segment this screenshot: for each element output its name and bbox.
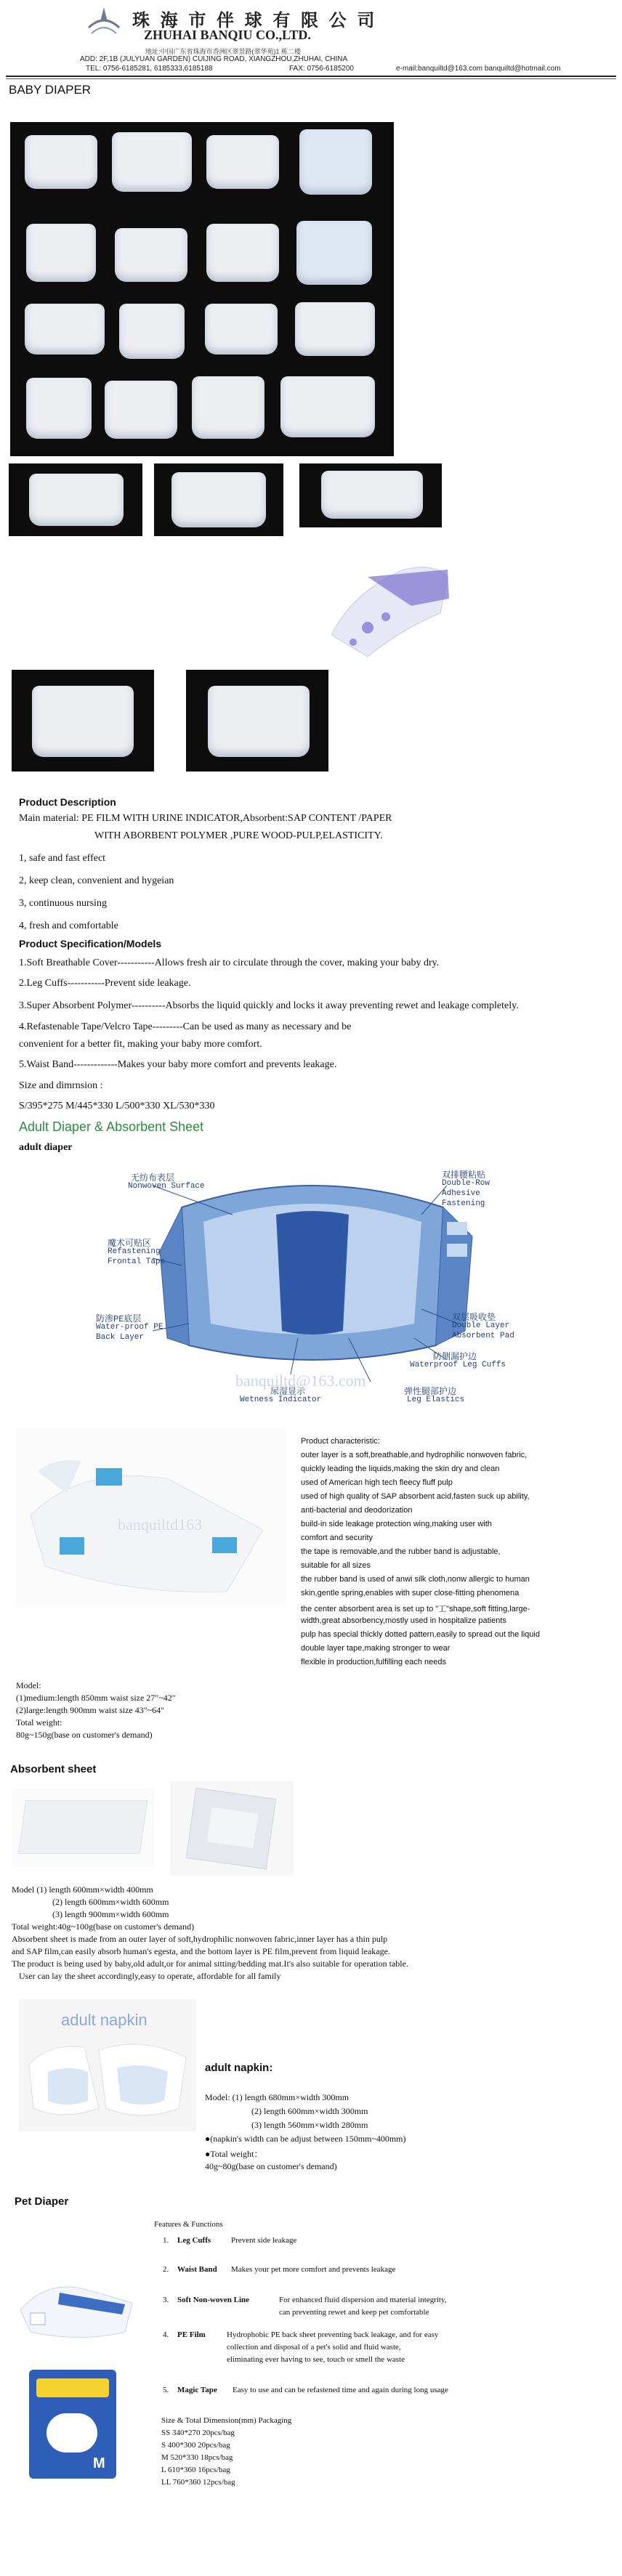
- sheet-weight: Total weight:40g~100g(base on customer's demand): [12, 1921, 195, 1932]
- napkin-model-3: (3) length 560mm×width 280mm: [251, 2120, 368, 2130]
- pet-size-ss: SS 340*270 20pcs/bag: [161, 2429, 235, 2437]
- char-11: skin,gentle spring,enables with super close-fitting phenomena: [301, 1589, 520, 1597]
- pet-diaper-photo: [16, 2267, 140, 2346]
- label-tape-en1: Double-Row: [442, 1179, 490, 1188]
- feature-3: 3, continuous nursing: [19, 898, 107, 909]
- size-values: S/395*275 M/445*330 L/500*330 XL/530*330: [19, 1101, 215, 1111]
- label-cuffs-en: Waterproof Leg Cuffs: [410, 1361, 506, 1369]
- pet-size-header: Size & Total Dimension(mm) Packaging: [161, 2416, 292, 2425]
- char-8: the tape is removable,and the rubber band is adjustable,: [301, 1547, 501, 1556]
- char-13: width,great absorbency,mostly used in hospitalize patients: [301, 1616, 506, 1625]
- spec-5: 5.Waist Band-------------Makes your baby more comfort and prevents leakage.: [19, 1059, 337, 1070]
- header-divider-thin: [6, 78, 616, 79]
- char-2: quickly leading the liquids,making the skin dry and clean: [301, 1465, 500, 1473]
- label-nonwoven-en: Nonwoven Surface: [128, 1182, 205, 1191]
- char-heading: Product characteristic:: [301, 1437, 380, 1446]
- pet-item-3-name: Soft Non-woven Line: [177, 2296, 250, 2304]
- pet-features-label: Features & Functions: [154, 2220, 223, 2229]
- feature-1: 1, safe and fast effect: [19, 853, 106, 864]
- adult-model-1: (1)medium:length 850mm waist size 27"~42": [16, 1693, 176, 1703]
- pet-item-3-desc-2: can preventing rewet and keep pet comfortable: [279, 2308, 429, 2317]
- char-16: flexible in production,fulfilling each needs: [301, 1658, 446, 1666]
- absorbent-sheet-photo-1: [12, 1789, 154, 1867]
- pet-item-5-name: Magic Tape: [177, 2386, 217, 2394]
- char-4: used of high quality of SAP absorbent acid,fasten suck up ability,: [301, 1492, 530, 1501]
- sheet-desc-3: The product is being used by baby,old adult,or for animal sitting/bedding mat.It's also suitable for operation table.: [12, 1959, 408, 1969]
- pet-item-1-desc: Prevent side leakage: [231, 2236, 297, 2245]
- sheet-desc-1: Absorbent sheet is made from an outer layer of soft,hydrophilic nonwoven fabric,inner layer has a thin pulp: [12, 1934, 388, 1944]
- label-elastics-en: Leg Elastics: [407, 1396, 465, 1404]
- diagram-watermark: banquiltd@163.com: [235, 1372, 366, 1390]
- pet-item-5-desc: Easy to use and can be refastened time and again during long usage: [233, 2386, 448, 2394]
- label-pe-en2: Back Layer: [96, 1333, 145, 1342]
- spec-heading: Product Specification/Models: [19, 938, 162, 949]
- napkin-weight: 40g~80g(base on customer's demand): [205, 2161, 337, 2171]
- header-divider: [6, 76, 616, 77]
- label-tape-cn: 双排腰粘贴: [442, 1170, 486, 1180]
- address-cn: 地址:中国广东省珠海市香洲区翠景路(翠华苑)1 栋二楼: [145, 48, 302, 55]
- napkin-weight-label: ●Total weight：: [205, 2149, 263, 2159]
- label-pe-cn: 防渗PE底层: [96, 1314, 142, 1324]
- char-14: pulp has special thickly dotted pattern,easily to spread out the liquid: [301, 1630, 540, 1639]
- label-pad-cn: 双层吸收垫: [452, 1313, 496, 1323]
- absorbent-sheet-heading: Absorbent sheet: [10, 1763, 97, 1775]
- baby-diaper-heading: BABY DIAPER: [9, 83, 92, 97]
- pet-item-4-num: 4.: [163, 2330, 169, 2339]
- label-refasten-en1: Refastening: [108, 1247, 161, 1256]
- pet-item-5-num: 5.: [163, 2386, 169, 2394]
- char-7: comfort and security: [301, 1534, 373, 1542]
- char-15: double layer tape,making stronger to wear: [301, 1644, 451, 1653]
- pet-diaper-package: [29, 2370, 116, 2479]
- adult-napkin-photo: [19, 1999, 196, 2131]
- pet-item-2-name: Waist Band: [177, 2265, 217, 2274]
- spec-3: 3.Super Absorbent Polymer----------Absorbs the liquid quickly and locks it away preventing rewet and leakage completely.: [19, 1000, 519, 1011]
- sheet-model-2: (2) length 600mm×width 600mm: [52, 1897, 169, 1907]
- napkin-width-note: ●(napkin's width can be adjust between 150mm~400mm): [205, 2134, 406, 2144]
- label-elastics-cn: 弹性腿部护边: [404, 1387, 457, 1397]
- sheet-model-3: (3) length 900mm×width 600mm: [52, 1909, 169, 1919]
- address-en: ADD: 2F,1B (JULYUAN GARDEN) CUIJING ROAD, XIANGZHOU,ZHUHAI, CHINA: [80, 55, 348, 63]
- label-wetness-cn: 尿湿显示: [270, 1387, 306, 1397]
- package-size-label: M: [93, 2455, 105, 2471]
- sheet-model-1: Model (1) length 600mm×width 400mm: [12, 1884, 153, 1895]
- pet-item-1-num: 1.: [163, 2236, 169, 2245]
- feature-2: 2, keep clean, convenient and hygeian: [19, 875, 174, 886]
- pet-diaper-heading: Pet Diaper: [15, 2195, 69, 2208]
- pet-item-4-desc-2: collection and disposal of a pet's solid and fluid waste,: [227, 2343, 401, 2352]
- pet-item-3-num: 3.: [163, 2296, 169, 2304]
- label-refasten-en2: Frontal Tape: [108, 1257, 166, 1266]
- adult-diaper-subheading: adult diaper: [19, 1142, 73, 1153]
- char-10: the rubber band is used of anwi silk cloth,nonw allergic to human: [301, 1575, 530, 1584]
- pet-item-1-name: Leg Cuffs: [177, 2236, 211, 2245]
- pet-item-4-desc-1: Hydrophobic PE back sheet preventing back leakage, and for easy: [227, 2330, 439, 2339]
- char-9: suitable for all sizes: [301, 1561, 371, 1570]
- feature-4: 4, fresh and comfortable: [19, 920, 118, 931]
- pet-size-l: L 610*360 16pcs/bag: [161, 2466, 230, 2474]
- baby-diaper-photo-2: [154, 463, 283, 536]
- pet-item-4-desc-3: eliminating ever having to see, touch or smell the waste: [227, 2355, 405, 2364]
- char-5: anti-bacterial and deodorization: [301, 1506, 413, 1515]
- pet-size-m: M 520*330 18pcs/bag: [161, 2453, 233, 2462]
- char-12: the center absorbent area is set up to "工"shape,soft fitting,large-: [301, 1605, 530, 1613]
- label-cuffs-cn: 防侧漏护边: [433, 1352, 477, 1362]
- main-material-line1: Main material: PE FILM WITH URINE INDICATOR,Absorbent:SAP CONTENT /PAPER: [19, 813, 392, 824]
- product-description-heading: Product Description: [19, 796, 116, 808]
- spec-1: 1.Soft Breathable Cover-----------Allows fresh air to circulate through the cover, making your baby dry.: [19, 957, 440, 968]
- label-tape-en3: Fastening: [442, 1199, 485, 1208]
- size-label: Size and dimrnsion :: [19, 1080, 103, 1091]
- telephone: TEL: 0756-6185281, 6185333,6185188: [86, 65, 213, 73]
- label-pad-en2: Absorbent Pad: [452, 1332, 514, 1340]
- pet-size-ll: LL 760*360 12pcs/bag: [161, 2478, 235, 2487]
- spec-4-cont: convenient for a better fit, making your baby more comfort.: [19, 1039, 262, 1050]
- napkin-photo-label: adult napkin: [61, 2011, 148, 2029]
- char-3: used of American high tech fleecy fluff pulp: [301, 1478, 453, 1487]
- sheet-desc-4: User can lay the sheet accordingly,easy to operate, affordable for all family: [19, 1971, 281, 1981]
- baby-diaper-photo-5: [186, 670, 328, 771]
- absorbent-sheet-photo-2: [170, 1781, 294, 1876]
- label-refasten-cn: 魔术可贴区: [108, 1239, 152, 1249]
- adult-model-2: (2)large:length 900mm waist size 43"~64": [16, 1705, 165, 1715]
- pet-item-3-desc-1: For enhanced fluid dispersion and material integrity,: [279, 2296, 447, 2304]
- adult-photo-watermark: banquiltd163: [118, 1515, 203, 1534]
- fax: FAX: 0756-6185200: [289, 65, 354, 73]
- char-6: build-in side leakage protection wing,making user with: [301, 1520, 492, 1528]
- napkin-heading: adult napkin:: [205, 2062, 273, 2074]
- spec-4: 4.Refastenable Tape/Velcro Tape---------Can be used as many as necessary and be: [19, 1021, 352, 1032]
- company-name-en: ZHUHAI BANQIU CO.,LTD.: [144, 28, 311, 42]
- baby-diaper-photo-4: [12, 670, 154, 771]
- adult-model-label: Model:: [16, 1680, 41, 1690]
- pet-size-s: S 400*300 20pcs/bag: [161, 2441, 230, 2450]
- company-name-cn: 珠 海 市 伴 球 有 限 公 司: [132, 11, 378, 31]
- napkin-model-1: Model: (1) length 680mm×width 300mm: [205, 2092, 350, 2102]
- main-material-line2: WITH ABORBENT POLYMER ,PURE WOOD-PULP,ELASTICITY.: [94, 830, 383, 841]
- company-logo: [86, 6, 122, 38]
- adult-weight-label: Total weight:: [16, 1717, 62, 1728]
- adult-weight: 80g~150g(base on customer's demand): [16, 1730, 153, 1740]
- sheet-desc-2: and SAP film,can easily absorb human's egesta, and the bottom layer is PE film,prevent from liquid leakage.: [12, 1946, 390, 1956]
- label-tape-en2: Adhesive: [442, 1189, 480, 1198]
- baby-diaper-photo-3: [299, 463, 442, 527]
- napkin-model-2: (2) length 600mm×width 300mm: [251, 2106, 368, 2116]
- char-1: outer layer is a soft,breathable,and hydrophilic nonwoven fabric,: [301, 1451, 528, 1459]
- label-pe-en1: Water-proof PE: [96, 1323, 163, 1332]
- baby-diaper-open-photo: [324, 548, 453, 664]
- label-nonwoven-cn: 无纺布表层: [131, 1173, 175, 1183]
- baby-diaper-photo-1: [9, 463, 142, 536]
- label-pad-en1: Double Layer: [452, 1321, 510, 1330]
- pet-item-2-desc: Makes your pet more comfort and prevents leakage: [231, 2265, 396, 2274]
- baby-diaper-grid-photo: [10, 122, 394, 456]
- adult-section-heading: Adult Diaper & Absorbent Sheet: [19, 1119, 204, 1134]
- spec-2: 2.Leg Cuffs-----------Prevent side leakage.: [19, 978, 191, 989]
- pet-item-4-name: PE Film: [177, 2330, 206, 2339]
- label-wetness-en: Wetness Indicator: [240, 1396, 322, 1404]
- pet-item-2-num: 2.: [163, 2265, 169, 2274]
- emails: e-mail:banquiltd@163.com banquiltd@hotmail.com: [396, 65, 561, 73]
- adult-diaper-photo: [16, 1428, 286, 1607]
